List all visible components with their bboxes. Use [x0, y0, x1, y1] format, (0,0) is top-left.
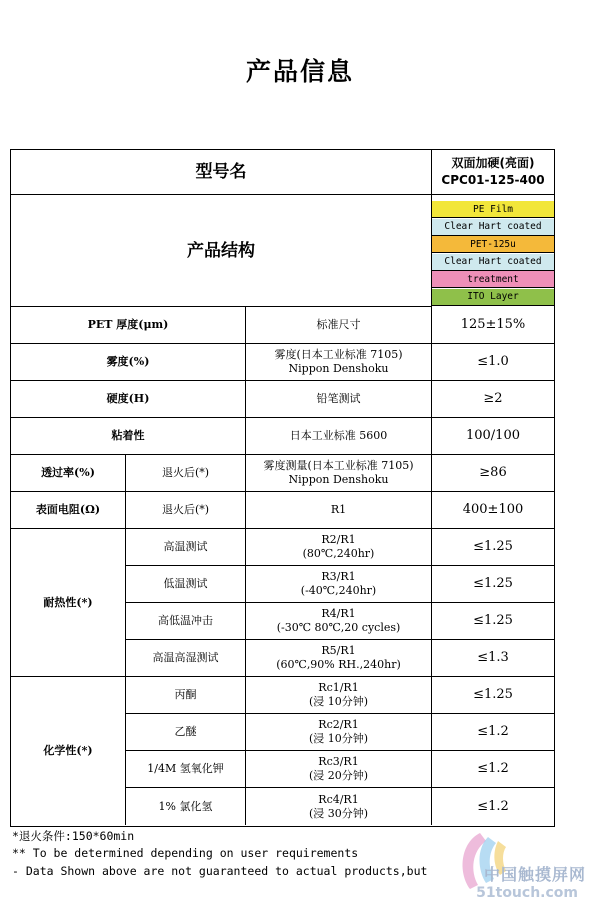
resistance-method: R1: [246, 492, 432, 529]
resistance-value: 400±100: [432, 492, 554, 529]
heat-test-method: [246, 566, 432, 603]
heat-test-name: 低温测试: [126, 566, 246, 603]
haze-method: [246, 344, 432, 381]
chem-test-name: 1% 氯化氢: [126, 788, 246, 825]
layer-item: PET-125u: [432, 236, 554, 253]
chem-test-value: ≤1.2: [432, 751, 554, 788]
hardness-label: 硬度(H): [11, 381, 246, 418]
layer-item: PE Film: [432, 201, 554, 218]
transmittance-label: 透过率(%): [11, 455, 126, 492]
heat-label: 耐热性(*): [11, 529, 126, 677]
hardness-method: 铅笔测试: [246, 381, 432, 418]
chem-test-method-line2: (浸 20分钟): [308, 769, 369, 782]
model-label: 型号名: [11, 150, 432, 195]
heat-test-method-line1: R3/R1: [321, 570, 356, 583]
heat-test-method-line1: R2/R1: [321, 533, 356, 546]
layer-item: Clear Hart coated: [432, 254, 554, 271]
layer-item: Clear Hart coated: [432, 219, 554, 236]
transmittance-method-line2: Nippon Denshoku: [288, 473, 389, 486]
chem-test-method-line2: (浸 30分钟): [308, 806, 369, 820]
thickness-label: PET 厚度(μm): [11, 307, 246, 344]
chem-test-value: ≤1.2: [432, 714, 554, 751]
structure-label: 产品结构: [11, 195, 432, 307]
chem-test-method-line1: Rc4/R1: [318, 792, 359, 806]
adhesion-value: 100/100: [432, 418, 554, 455]
footnote-disclaimer: - Data Shown above are not guaranteed to actual products,but: [12, 864, 428, 878]
heat-test-value: ≤1.25: [432, 603, 554, 640]
thickness-method: 标准尺寸: [246, 307, 432, 344]
transmittance-method-line1: 雾度测量(日本工业标准 7105): [263, 459, 414, 472]
chem-test-method-line1: Rc3/R1: [318, 755, 359, 768]
product-code: CPC01-125-400: [441, 173, 545, 187]
hardness-value: ≥2: [432, 381, 554, 418]
footnote-user-req: ** To be determined depending on user requirements: [12, 846, 359, 860]
haze-label: 雾度(%): [11, 344, 246, 381]
haze-value: ≤1.0: [432, 344, 554, 381]
heat-test-method-line2: (80℃,240hr): [302, 547, 375, 560]
resistance-label: 表面电阻(Ω): [11, 492, 126, 529]
footnote-anneal: *退火条件:150*60min: [12, 829, 135, 843]
adhesion-label: 粘着性: [11, 418, 246, 455]
heat-test-method-line2: (60℃,90% RH.,240hr): [276, 658, 401, 671]
haze-method-line2: Nippon Denshoku: [288, 362, 389, 375]
chem-test-method: [246, 788, 432, 825]
chem-test-method: [246, 677, 432, 714]
chem-test-method-line1: Rc1/R1: [318, 681, 359, 694]
heat-test-name: 高温测试: [126, 529, 246, 566]
page-title: 产品信息: [245, 57, 354, 86]
watermark-url: 51touch.com: [476, 885, 578, 901]
heat-test-value: ≤1.3: [432, 640, 554, 677]
product-name: 双面加硬(亮面): [451, 156, 535, 170]
chem-test-method-line1: Rc2/R1: [318, 718, 359, 731]
chem-test-name: 1/4M 氢氧化钾: [126, 751, 246, 788]
haze-method-line1: 雾度(日本工业标准 7105): [274, 348, 403, 361]
thickness-value: 125±15%: [432, 307, 554, 344]
heat-test-method-line1: R4/R1: [321, 607, 356, 620]
heat-test-method: [246, 640, 432, 677]
transmittance-value: ≥86: [432, 455, 554, 492]
watermark-text: 中国触摸屏网: [483, 865, 586, 884]
transmittance-method: [246, 455, 432, 492]
heat-test-method-line1: R5/R1: [321, 644, 356, 657]
layer-item: treatment: [432, 271, 554, 288]
adhesion-method: 日本工业标准 5600: [246, 418, 432, 455]
chem-test-value: ≤1.2: [477, 798, 509, 814]
heat-test-value: ≤1.25: [432, 566, 554, 603]
chem-test-method-line2: (浸 10分钟): [308, 695, 369, 708]
chem-test-name: 乙醚: [126, 714, 246, 751]
heat-test-method-line2: (-40℃,240hr): [300, 584, 377, 597]
spec-table: [10, 149, 555, 827]
heat-test-name: 高温高湿测试: [126, 640, 246, 677]
chem-test-value: ≤1.25: [432, 677, 554, 714]
heat-test-method: [246, 603, 432, 640]
chem-label: 化学性(*): [11, 677, 126, 825]
chem-test-method-line2: (浸 10分钟): [308, 732, 369, 745]
resistance-condition: 退火后(*): [126, 492, 246, 529]
layer-item: ITO Layer: [432, 289, 554, 306]
heat-test-method: [246, 529, 432, 566]
chem-test-name: 丙酮: [126, 677, 246, 714]
transmittance-condition: 退火后(*): [126, 455, 246, 492]
heat-test-name: 高低温冲击: [126, 603, 246, 640]
chem-test-method: [246, 751, 432, 788]
model-value: [432, 150, 554, 195]
heat-test-value: ≤1.25: [432, 529, 554, 566]
chem-test-method: [246, 714, 432, 751]
heat-test-method-line2: (-30℃ 80℃,20 cycles): [276, 621, 401, 634]
